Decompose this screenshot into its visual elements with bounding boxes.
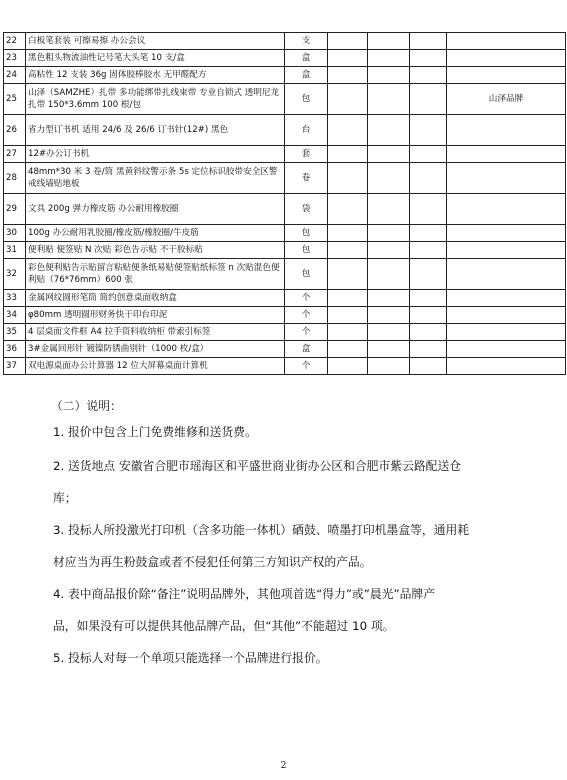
item-total-cell — [410, 67, 447, 84]
item-remark: 山泽品牌 — [447, 84, 566, 115]
item-remark — [447, 242, 566, 259]
item-number: 23 — [4, 50, 26, 67]
item-quantity-cell — [328, 324, 368, 341]
item-number: 22 — [4, 33, 26, 50]
item-quantity-cell — [328, 242, 368, 259]
item-price-cell — [368, 163, 410, 194]
item-unit: 套 — [285, 146, 328, 163]
table-row — [4, 33, 566, 50]
table-row — [4, 242, 566, 259]
item-total-cell — [410, 84, 447, 115]
item-name: 100g 办公耐用乳胶圈/橡皮筋/橡胶圈/牛皮筋 — [26, 225, 285, 242]
item-price-cell — [368, 84, 410, 115]
item-total-cell — [410, 259, 447, 290]
item-unit: 卷 — [285, 163, 328, 194]
item-quantity-cell — [328, 67, 368, 84]
item-remark — [447, 33, 566, 50]
item-number: 32 — [4, 259, 26, 290]
item-price-cell — [368, 67, 410, 84]
item-total-cell — [410, 358, 447, 375]
item-name: 12#办公订书机 — [26, 146, 285, 163]
page-number: 2 — [280, 761, 287, 771]
item-number: 33 — [4, 290, 26, 307]
item-number: 24 — [4, 67, 26, 84]
note-line: 3. 投标人所投激光打印机（含多功能一体机）硒鼓、喷墨打印机墨盒等，通用耗 — [53, 523, 470, 537]
note-line: 2. 送货地点 安徽省合肥市瑶海区和平盛世商业街办公区和合肥市紫云路配送仓 — [53, 459, 462, 473]
item-number: 37 — [4, 358, 26, 375]
item-quantity-cell — [328, 358, 368, 375]
item-quantity-cell — [328, 50, 368, 67]
item-remark — [447, 163, 566, 194]
item-total-cell — [410, 324, 447, 341]
item-price-cell — [368, 307, 410, 324]
item-total-cell — [410, 341, 447, 358]
item-name: 4 层桌面文件框 A4 拉手资料收纳柜 带索引标签 — [26, 324, 285, 341]
item-quantity-cell — [328, 115, 368, 146]
item-remark — [447, 307, 566, 324]
item-name: 3#金属回形针 镀镍防锈曲别针（1000 枚/盒） — [26, 341, 285, 358]
note-line: 库； — [53, 491, 77, 505]
item-name: 金属网纹圆形笔筒 简约创意桌面收纳盒 — [26, 290, 285, 307]
item-quantity-cell — [328, 146, 368, 163]
item-price-cell — [368, 290, 410, 307]
table-row — [4, 67, 566, 84]
item-price-cell — [368, 194, 410, 225]
item-unit: 盒 — [285, 50, 328, 67]
item-unit: 盒 — [285, 67, 328, 84]
item-number: 34 — [4, 307, 26, 324]
item-price-cell — [368, 341, 410, 358]
item-unit: 个 — [285, 324, 328, 341]
item-remark — [447, 358, 566, 375]
item-price-cell — [368, 358, 410, 375]
item-total-cell — [410, 225, 447, 242]
table-row — [4, 324, 566, 341]
item-unit: 个 — [285, 307, 328, 324]
table-row — [4, 358, 566, 375]
item-total-cell — [410, 307, 447, 324]
table-row — [4, 50, 566, 67]
item-total-cell — [410, 33, 447, 50]
item-name: 山泽（SAMZHE）扎带 多功能绑带扎线束带 专业自锁式 透明尼龙扎带 150*3.6mm 100 根/包 — [26, 84, 285, 115]
item-remark — [447, 194, 566, 225]
item-unit: 支 — [285, 33, 328, 50]
item-unit: 盒 — [285, 341, 328, 358]
item-quantity-cell — [328, 84, 368, 115]
table-row — [4, 163, 566, 194]
item-unit: 包 — [285, 259, 328, 290]
procurement-items-table — [3, 32, 566, 375]
item-unit: 包 — [285, 84, 328, 115]
item-quantity-cell — [328, 33, 368, 50]
item-remark — [447, 67, 566, 84]
item-remark — [447, 290, 566, 307]
table-row — [4, 146, 566, 163]
item-price-cell — [368, 242, 410, 259]
item-remark — [447, 146, 566, 163]
item-unit: 台 — [285, 115, 328, 146]
item-number: 35 — [4, 324, 26, 341]
note-line: 1. 报价中包含上门免费维修和送货费。 — [53, 425, 257, 439]
item-price-cell — [368, 146, 410, 163]
item-unit: 包 — [285, 242, 328, 259]
note-line: 4. 表中商品报价除“备注”说明品牌外，其他项首选“得力”或”晨光”品牌产 — [53, 587, 435, 601]
item-quantity-cell — [328, 259, 368, 290]
item-price-cell — [368, 50, 410, 67]
table-row — [4, 84, 566, 115]
item-number: 29 — [4, 194, 26, 225]
table-row — [4, 290, 566, 307]
note-line: 5. 投标人对每一个单项只能选择一个品牌进行报价。 — [53, 651, 328, 665]
item-quantity-cell — [328, 163, 368, 194]
item-total-cell — [410, 163, 447, 194]
item-price-cell — [368, 115, 410, 146]
item-price-cell — [368, 33, 410, 50]
table-row — [4, 307, 566, 324]
table-row — [4, 115, 566, 146]
item-total-cell — [410, 115, 447, 146]
item-remark — [447, 225, 566, 242]
item-unit: 袋 — [285, 194, 328, 225]
item-number: 26 — [4, 115, 26, 146]
item-price-cell — [368, 259, 410, 290]
item-name: 白板笔套装 可擦易擦 办公会议 — [26, 33, 285, 50]
item-name: 文具 200g 弹力橡皮筋 办公耐用橡胶圈 — [26, 194, 285, 225]
item-unit: 个 — [285, 290, 328, 307]
item-name: φ80mm 透明圆形财务快干印台印泥 — [26, 307, 285, 324]
table-row — [4, 341, 566, 358]
item-quantity-cell — [328, 290, 368, 307]
item-number: 27 — [4, 146, 26, 163]
item-total-cell — [410, 194, 447, 225]
table-row — [4, 259, 566, 290]
item-number: 31 — [4, 242, 26, 259]
item-quantity-cell — [328, 307, 368, 324]
item-remark — [447, 50, 566, 67]
item-remark — [447, 259, 566, 290]
item-total-cell — [410, 146, 447, 163]
item-name: 便利贴 便签贴 N 次贴 彩色告示贴 不干胶标贴 — [26, 242, 285, 259]
item-price-cell — [368, 225, 410, 242]
item-total-cell — [410, 242, 447, 259]
item-remark — [447, 341, 566, 358]
item-number: 25 — [4, 84, 26, 115]
item-name: 黑色粗头物流油性记号笔大头笔 10 支/盒 — [26, 50, 285, 67]
item-number: 36 — [4, 341, 26, 358]
item-name: 48mm*30 米 3 卷/筒 黑黄斜纹警示条 5s 定位标识胶带安全区警戒线墙贴地板 — [26, 163, 285, 194]
item-remark — [447, 324, 566, 341]
item-number: 28 — [4, 163, 26, 194]
notes-title: （二）说明： — [51, 399, 122, 413]
item-name: 彩色便利贴告示贴留言粘贴便条纸易贴便签贴纸标签 n 次贴混色便利贴（76*76mm）600 张 — [26, 259, 285, 290]
item-name: 高粘性 12 支装 36g 固体胶棒胶水 无甲醛配方 — [26, 67, 285, 84]
item-name: 省力型订书机 适用 24/6 及 26/6 订书针(12#) 黑色 — [26, 115, 285, 146]
item-total-cell — [410, 290, 447, 307]
item-quantity-cell — [328, 225, 368, 242]
item-unit: 个 — [285, 358, 328, 375]
item-remark — [447, 115, 566, 146]
item-unit: 包 — [285, 225, 328, 242]
item-price-cell — [368, 324, 410, 341]
note-line: 品，如果没有可以提供其他品牌产品，但“其他”不能超过 10 项。 — [53, 619, 395, 633]
note-line: 材应当为再生粉鼓盒或者不侵犯任何第三方知识产权的产品。 — [53, 555, 372, 569]
item-quantity-cell — [328, 341, 368, 358]
item-quantity-cell — [328, 194, 368, 225]
item-name: 双电源桌面办公计算器 12 位大屏幕桌面计算机 — [26, 358, 285, 375]
item-total-cell — [410, 50, 447, 67]
item-number: 30 — [4, 225, 26, 242]
table-row — [4, 194, 566, 225]
table-row — [4, 225, 566, 242]
